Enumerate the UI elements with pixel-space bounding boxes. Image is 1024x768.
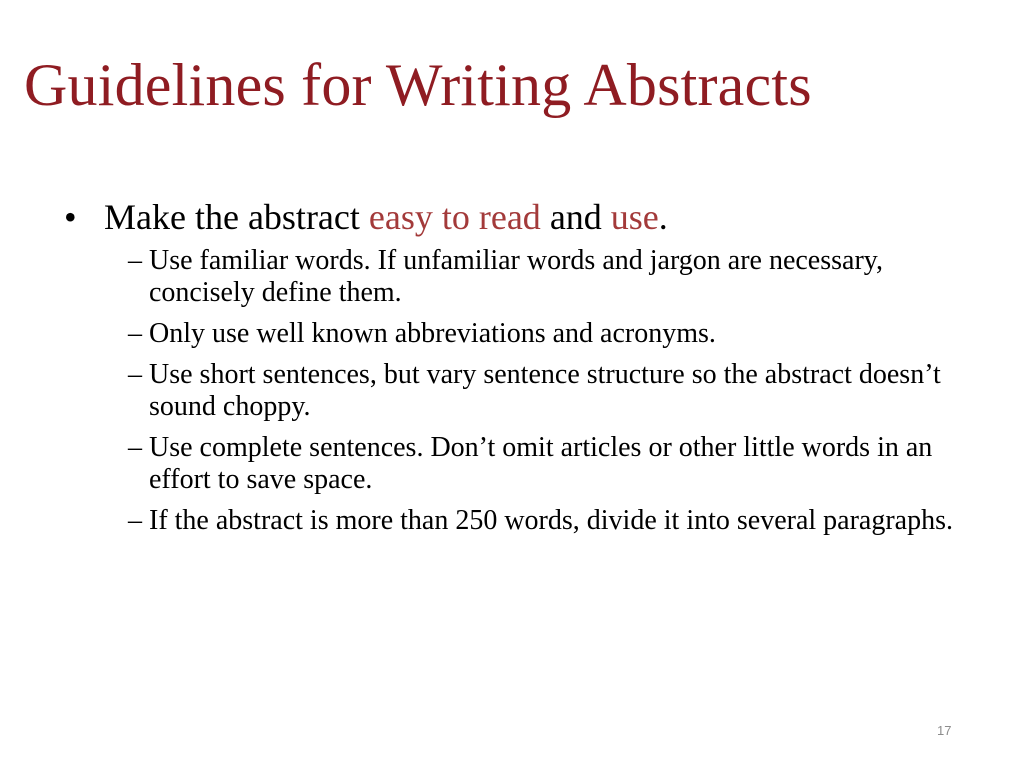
dash-marker: –	[128, 318, 142, 350]
sub-bullet-item	[56, 505, 956, 537]
sub-bullet-item	[56, 359, 956, 423]
highlight-use: use	[610, 197, 659, 237]
main-bullet-text-after: .	[658, 197, 668, 237]
sub-bullet-item	[56, 318, 956, 350]
slide-title: Guidelines for Writing Abstracts	[24, 52, 812, 118]
main-bullet-text-middle: and	[540, 197, 611, 237]
sub-bullet-item	[56, 432, 956, 496]
dash-marker: –	[128, 505, 142, 537]
dash-marker: –	[128, 245, 142, 277]
main-bullet-text-before: Make the abstract	[104, 197, 369, 237]
highlight-easy-to-read: easy to read	[368, 197, 541, 237]
sub-bullet-text: Use short sentences, but vary sentence structure so the abstract doesn’t sound choppy.	[149, 359, 941, 423]
sub-bullet-text: Use complete sentences. Don’t omit articles or other little words in an effort to save space.	[149, 432, 933, 496]
sub-bullet-list	[56, 245, 956, 537]
slide-content	[56, 196, 956, 546]
sub-bullet-item	[56, 245, 956, 309]
dash-marker: –	[128, 359, 142, 391]
dash-marker: –	[128, 432, 142, 464]
sub-bullet-text: Only use well known abbreviations and acronyms.	[149, 318, 716, 350]
main-bullet	[56, 196, 956, 239]
page-number: 17	[937, 723, 952, 738]
bullet-marker: •	[64, 197, 77, 237]
sub-bullet-text: If the abstract is more than 250 words, divide it into several paragraphs.	[149, 505, 953, 537]
sub-bullet-text: Use familiar words. If unfamiliar words and jargon are necessary, concisely define them.	[149, 245, 883, 309]
